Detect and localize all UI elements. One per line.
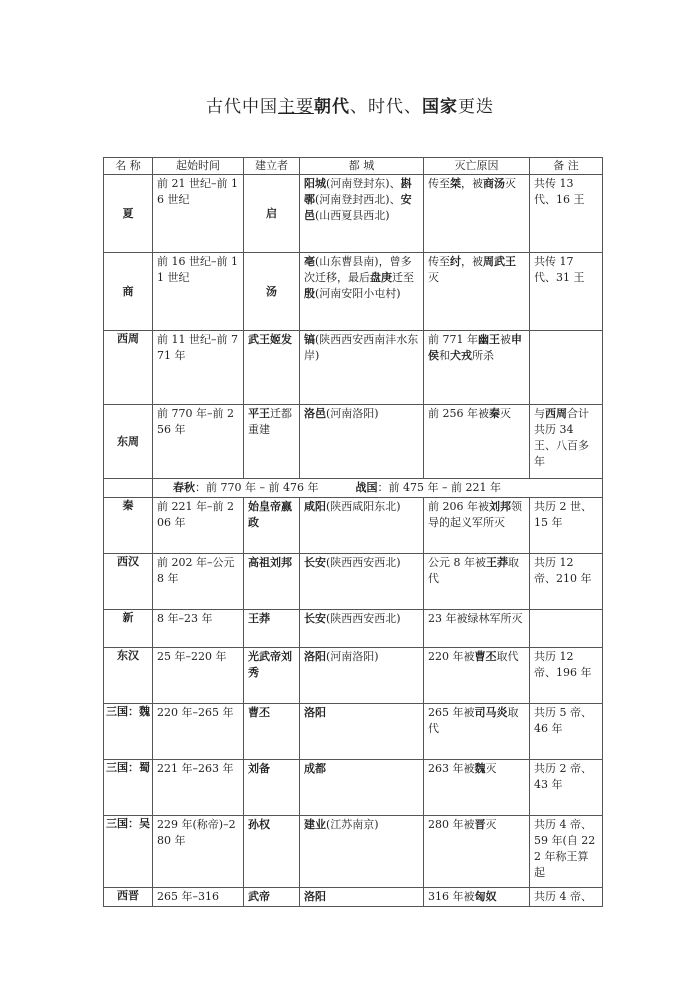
note <box>530 405 603 479</box>
page-title <box>0 92 700 117</box>
text-segment: 被 <box>500 333 511 346</box>
text-segment: 迁至 <box>392 271 414 284</box>
capital <box>300 610 424 648</box>
title-underlined: 主要 <box>278 97 314 117</box>
text-segment: (河南洛阳) <box>326 407 379 420</box>
capital <box>300 760 424 816</box>
table-row <box>104 175 603 253</box>
bold-text: 成都 <box>304 762 326 775</box>
bold-text: 晋 <box>474 818 486 831</box>
note <box>530 331 603 405</box>
text-segment: (陕西西安西北) <box>326 556 401 569</box>
capital <box>300 816 424 888</box>
era-time: ：前 475 年 – 前 221 年 <box>377 481 501 494</box>
bold-text: 周武王 <box>483 255 516 268</box>
bold-text: 安邑 <box>304 193 412 222</box>
founder: 始皇帝嬴政 <box>244 498 300 554</box>
bold-text: 商汤 <box>483 177 505 190</box>
text-segment: (河南安阳小屯村) <box>315 287 401 300</box>
text-segment: 316 年被 <box>428 890 475 903</box>
bold-text: 秦 <box>489 407 500 420</box>
note: 共历 4 帝、 <box>530 888 603 907</box>
bold-text: 桀 <box>450 177 461 190</box>
header-cell: 灭亡原因 <box>424 158 530 175</box>
founder: 武帝 <box>244 888 300 907</box>
bold-text: 曹丕 <box>474 650 497 663</box>
header-cell: 都 城 <box>300 158 424 175</box>
note: 共传 13 代、16 王 <box>530 175 603 253</box>
fall-reason <box>424 498 530 554</box>
note: 共历 2 帝、43 年 <box>530 760 603 816</box>
founder <box>244 405 300 479</box>
start-time: 221 年–263 年 <box>153 760 244 816</box>
dynasty-name: 东周 <box>104 405 153 479</box>
capital <box>300 554 424 610</box>
text-segment: 灭 <box>485 762 497 775</box>
table-row <box>104 610 603 648</box>
founder: 高祖刘邦 <box>244 554 300 610</box>
table-row <box>104 888 603 907</box>
founder: 王莽 <box>244 610 300 648</box>
bold-text: 洛邑 <box>304 407 326 420</box>
dynasty-name: 三国：蜀 <box>104 760 153 816</box>
text-segment: 灭 <box>428 271 439 284</box>
dynasty-name: 三国：吴 <box>104 816 153 888</box>
start-time: 229 年(称帝)–280 年 <box>153 816 244 888</box>
founder: 孙权 <box>244 816 300 888</box>
table-row <box>104 331 603 405</box>
fall-reason <box>424 610 530 648</box>
founder: 武王姬发 <box>244 331 300 405</box>
founder: 曹丕 <box>244 704 300 760</box>
bold-text: 司马炎 <box>474 706 508 719</box>
fall-reason <box>424 704 530 760</box>
text-segment: 取代 <box>428 556 519 585</box>
text-segment: 领导的起义军所灭 <box>428 500 522 529</box>
table-row <box>104 253 603 331</box>
bold-text: 镐 <box>304 333 315 346</box>
founder: 光武帝刘秀 <box>244 648 300 704</box>
bold-text: 建业 <box>304 818 326 831</box>
header-cell: 备 注 <box>530 158 603 175</box>
bold-text: 匈奴 <box>474 890 497 903</box>
start-time: 25 年–220 年 <box>153 648 244 704</box>
table-row <box>104 760 603 816</box>
title-bold: 国家 <box>422 97 458 117</box>
text-segment: 23 年被绿林军所灭 <box>428 612 523 625</box>
fall-reason <box>424 175 530 253</box>
fall-reason <box>424 760 530 816</box>
bold-text: 阳城 <box>304 177 326 190</box>
capital <box>300 405 424 479</box>
table-row <box>104 816 603 888</box>
dynasty-name: 三国：魏 <box>104 704 153 760</box>
text-segment: (河南登封东)、 <box>326 177 401 190</box>
era-row <box>104 479 603 498</box>
text-segment: 灭 <box>505 177 516 190</box>
note: 共历 5 帝、46 年 <box>530 704 603 760</box>
capital <box>300 175 424 253</box>
capital <box>300 888 424 907</box>
bold-text: 魏 <box>474 762 486 775</box>
note: 共历 12 帝、196 年 <box>530 648 603 704</box>
bold-text: 洛阳 <box>304 890 326 903</box>
bold-text: 洛阳 <box>304 650 326 663</box>
founder: 启 <box>244 175 300 253</box>
capital <box>300 648 424 704</box>
founder-bold: 平王 <box>248 407 270 420</box>
text-segment: (陕西西安西南沣水东岸) <box>304 333 419 362</box>
header-cell: 建立者 <box>244 158 300 175</box>
text-segment: 前 256 年被 <box>428 407 489 420</box>
header-cell: 名 称 <box>104 158 153 175</box>
text-segment: (陕西西安西北) <box>326 612 401 625</box>
bold-text: 殷 <box>304 287 315 300</box>
bold-text: 幽王 <box>478 333 500 346</box>
dynasty-name: 西晋 <box>104 888 153 907</box>
note: 共历 4 帝、59 年(自 222 年称王算起 <box>530 816 603 888</box>
text-segment: (江苏南京) <box>326 818 379 831</box>
text-segment: 265 年被 <box>428 706 475 719</box>
dynasty-name: 夏 <box>104 175 153 253</box>
text-segment: 灭 <box>485 818 497 831</box>
bold-text: 申侯 <box>428 333 522 362</box>
start-time: 前 11 世纪–前 771 年 <box>153 331 244 405</box>
bold-text: 西周 <box>545 407 567 420</box>
header-row <box>104 158 603 175</box>
founder: 汤 <box>244 253 300 331</box>
bold-text: 刘邦 <box>489 500 511 513</box>
fall-reason <box>424 816 530 888</box>
text-segment: 263 年被 <box>428 762 475 775</box>
era-label: 战国 <box>355 481 378 494</box>
text-segment: 灭 <box>500 407 511 420</box>
text-segment: (陕西咸阳东北) <box>326 500 401 513</box>
dynasty-name: 新 <box>104 610 153 648</box>
table-row <box>104 554 603 610</box>
text-segment: 合计共历 34 王、八百多年 <box>534 407 589 468</box>
text-segment: 公元 8 年被 <box>428 556 486 569</box>
title-part: 更迭 <box>458 97 494 117</box>
text-segment: 所杀 <box>472 349 494 362</box>
start-time: 前 16 世纪–前 11 世纪 <box>153 253 244 331</box>
dynasty-name: 商 <box>104 253 153 331</box>
table-row <box>104 704 603 760</box>
fall-reason <box>424 331 530 405</box>
title-part: 古代中国 <box>206 97 278 117</box>
capital <box>300 704 424 760</box>
note: 共历 12 帝、210 年 <box>530 554 603 610</box>
dynasty-name: 东汉 <box>104 648 153 704</box>
founder-text: 迁都重建 <box>248 407 292 436</box>
start-time: 265 年–316 <box>153 888 244 907</box>
header-cell: 起始时间 <box>153 158 244 175</box>
table-row <box>104 648 603 704</box>
title-part: 、时代、 <box>350 97 422 117</box>
start-time: 前 202 年–公元 8 年 <box>153 554 244 610</box>
fall-reason <box>424 648 530 704</box>
text-segment: (山西夏县西北) <box>315 209 390 222</box>
capital <box>300 331 424 405</box>
note: 共历 2 世、15 年 <box>530 498 603 554</box>
text-segment: 前 206 年被 <box>428 500 489 513</box>
era-label: 春秋 <box>173 481 195 494</box>
bold-text: 斟鄩 <box>304 177 412 206</box>
text-segment: ，被 <box>461 177 483 190</box>
capital <box>300 253 424 331</box>
text-segment: (山东曹县南)，曾多次迁移，最后 <box>304 255 412 284</box>
start-time: 220 年–265 年 <box>153 704 244 760</box>
bold-text: 长安 <box>304 556 326 569</box>
text-segment: 和 <box>439 349 450 362</box>
text-segment: ，被 <box>461 255 483 268</box>
text-segment: 280 年被 <box>428 818 475 831</box>
table-row <box>104 405 603 479</box>
text-segment: 取代 <box>428 706 519 735</box>
text-segment: 传至 <box>428 177 450 190</box>
start-time: 前 21 世纪–前 16 世纪 <box>153 175 244 253</box>
table-row <box>104 498 603 554</box>
text-segment: 220 年被 <box>428 650 475 663</box>
bold-text: 犬戎 <box>450 349 472 362</box>
text-segment: (河南洛阳) <box>326 650 379 663</box>
text-segment: 前 771 年 <box>428 333 478 346</box>
bold-text: 王莽 <box>486 556 508 569</box>
start-time: 前 221 年–前 206 年 <box>153 498 244 554</box>
bold-text: 洛阳 <box>304 706 326 719</box>
text-segment: 与 <box>534 407 545 420</box>
fall-reason <box>424 405 530 479</box>
fall-reason <box>424 554 530 610</box>
dynasty-table <box>103 157 603 907</box>
bold-text: 咸阳 <box>304 500 326 513</box>
dynasty-name: 西汉 <box>104 554 153 610</box>
era-blank <box>104 479 153 498</box>
text-segment: 传至 <box>428 255 450 268</box>
era-time: ：前 770 年 – 前 476 年 <box>195 481 319 494</box>
title-bold: 朝代 <box>314 97 350 117</box>
start-time: 前 770 年–前 256 年 <box>153 405 244 479</box>
bold-text: 亳 <box>304 255 315 268</box>
note: 共传 17 代、31 王 <box>530 253 603 331</box>
text-segment: 取代 <box>496 650 519 663</box>
fall-reason <box>424 888 530 907</box>
dynasty-name: 秦 <box>104 498 153 554</box>
era-cell <box>153 479 603 498</box>
bold-text: 长安 <box>304 612 326 625</box>
text-segment: (河南登封西北)、 <box>315 193 401 206</box>
capital <box>300 498 424 554</box>
bold-text: 盘庚 <box>370 271 392 284</box>
note <box>530 610 603 648</box>
start-time: 8 年–23 年 <box>153 610 244 648</box>
fall-reason <box>424 253 530 331</box>
founder: 刘备 <box>244 760 300 816</box>
bold-text: 纣 <box>450 255 461 268</box>
dynasty-name: 西周 <box>104 331 153 405</box>
